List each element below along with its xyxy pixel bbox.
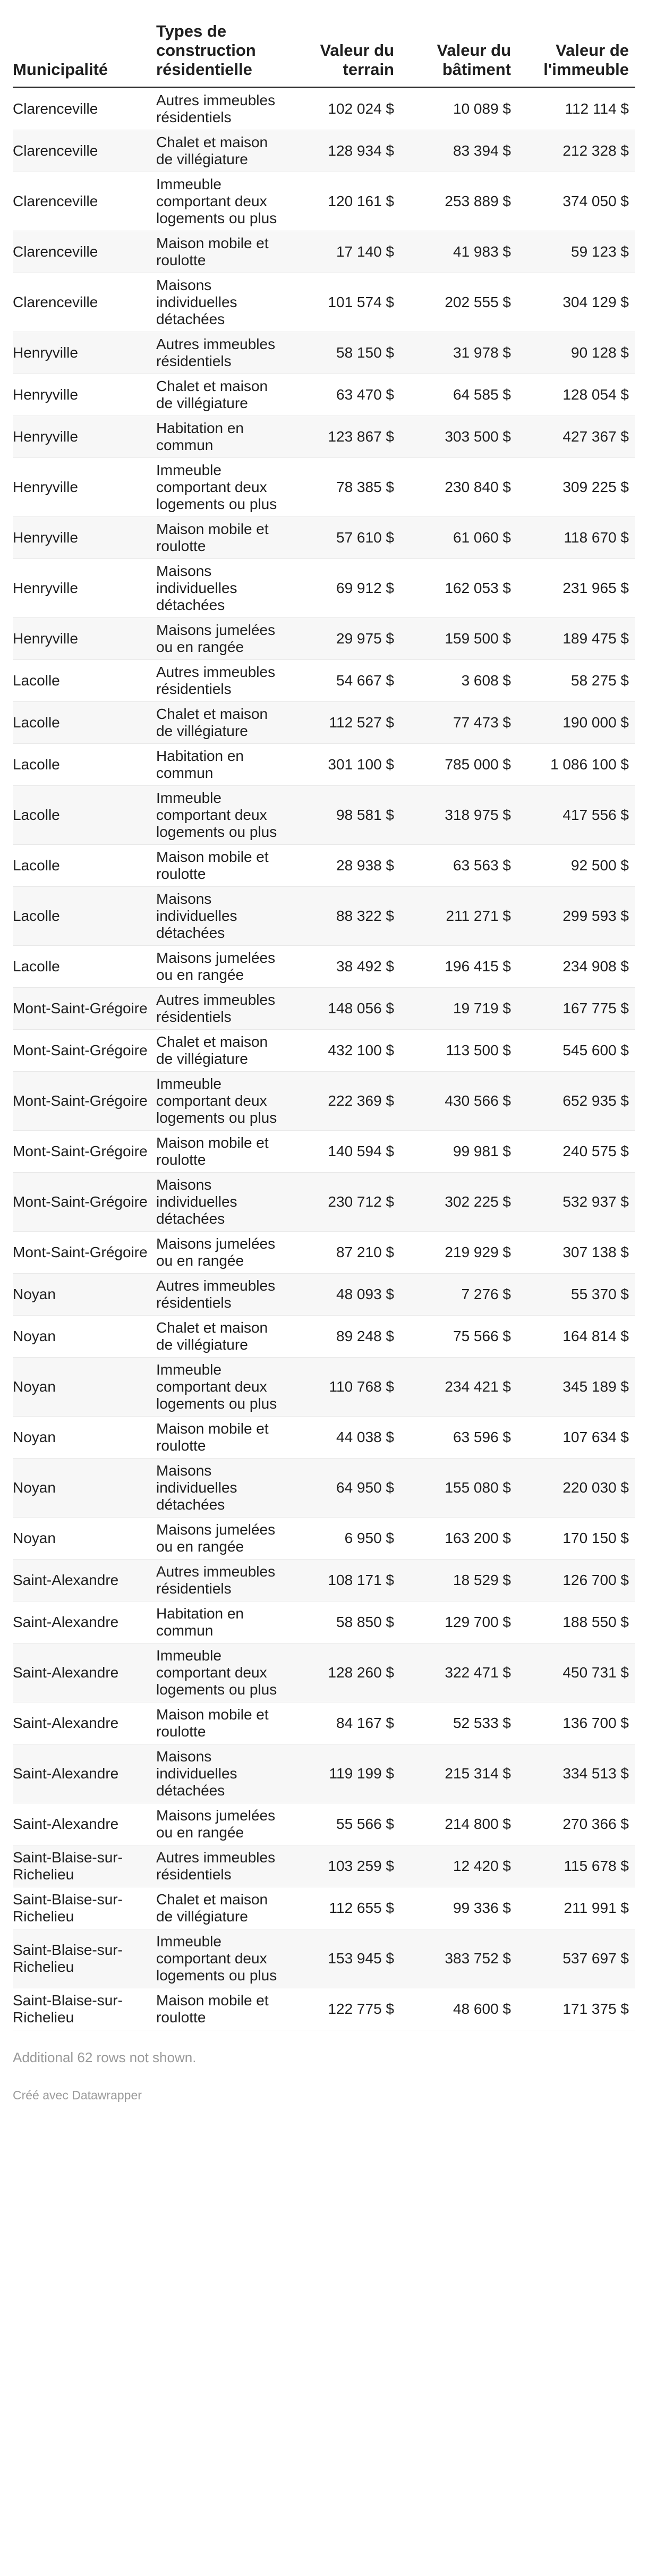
cell-batiment: 113 500 $ <box>400 1030 517 1072</box>
cell-terrain: 28 938 $ <box>284 845 400 887</box>
cell-immeuble: 170 150 $ <box>517 1518 635 1560</box>
cell-municipalite: Mont-Saint-Grégoire <box>13 1173 156 1232</box>
cell-type: Autres immeubles résidentiels <box>156 88 284 130</box>
cell-batiment: 211 271 $ <box>400 887 517 946</box>
table-row <box>13 332 635 374</box>
cell-immeuble: 115 678 $ <box>517 1845 635 1887</box>
cell-immeuble: 107 634 $ <box>517 1417 635 1459</box>
cell-type: Maisons jumelées ou en rangée <box>156 946 284 988</box>
cell-batiment: 383 752 $ <box>400 1929 517 1988</box>
cell-batiment: 77 473 $ <box>400 702 517 744</box>
cell-type: Maisons individuelles détachées <box>156 1459 284 1518</box>
cell-batiment: 230 840 $ <box>400 458 517 517</box>
header-municipalite[interactable]: Municipalité <box>13 18 156 88</box>
cell-immeuble: 58 275 $ <box>517 660 635 702</box>
cell-immeuble: 652 935 $ <box>517 1072 635 1131</box>
table-row <box>13 845 635 887</box>
cell-municipalite: Henryville <box>13 517 156 559</box>
cell-municipalite: Mont-Saint-Grégoire <box>13 1030 156 1072</box>
cell-terrain: 112 655 $ <box>284 1887 400 1929</box>
cell-batiment: 83 394 $ <box>400 130 517 172</box>
credit-link[interactable]: Créé avec Datawrapper <box>13 2088 142 2102</box>
cell-municipalite: Saint-Alexandre <box>13 1643 156 1702</box>
cell-type: Autres immeubles résidentiels <box>156 332 284 374</box>
cell-municipalite: Clarenceville <box>13 172 156 231</box>
table-body <box>13 88 635 2030</box>
cell-terrain: 230 712 $ <box>284 1173 400 1232</box>
cell-type: Immeuble comportant deux logements ou plus <box>156 1643 284 1702</box>
cell-immeuble: 374 050 $ <box>517 172 635 231</box>
table-row <box>13 130 635 172</box>
cell-municipalite: Noyan <box>13 1518 156 1560</box>
table-row <box>13 618 635 660</box>
cell-batiment: 155 080 $ <box>400 1459 517 1518</box>
header-terrain[interactable]: Valeur du terrain <box>284 18 400 88</box>
cell-municipalite: Noyan <box>13 1274 156 1316</box>
cell-type: Maisons jumelées ou en rangée <box>156 1232 284 1274</box>
cell-type: Chalet et maison de villégiature <box>156 130 284 172</box>
table-row <box>13 1518 635 1560</box>
cell-immeuble: 112 114 $ <box>517 88 635 130</box>
table-row <box>13 1845 635 1887</box>
cell-type: Immeuble comportant deux logements ou plus <box>156 172 284 231</box>
cell-batiment: 322 471 $ <box>400 1643 517 1702</box>
cell-terrain: 108 171 $ <box>284 1560 400 1601</box>
cell-batiment: 99 336 $ <box>400 1887 517 1929</box>
cell-batiment: 3 608 $ <box>400 660 517 702</box>
cell-terrain: 84 167 $ <box>284 1702 400 1744</box>
cell-immeuble: 164 814 $ <box>517 1316 635 1358</box>
cell-type: Maisons jumelées ou en rangée <box>156 618 284 660</box>
cell-municipalite: Saint-Alexandre <box>13 1560 156 1601</box>
cell-municipalite: Clarenceville <box>13 88 156 130</box>
cell-municipalite: Mont-Saint-Grégoire <box>13 1131 156 1173</box>
cell-batiment: 52 533 $ <box>400 1702 517 1744</box>
cell-batiment: 253 889 $ <box>400 172 517 231</box>
cell-municipalite: Saint-Blaise-sur-Richelieu <box>13 1845 156 1887</box>
cell-terrain: 432 100 $ <box>284 1030 400 1072</box>
table-row <box>13 988 635 1030</box>
cell-type: Chalet et maison de villégiature <box>156 1316 284 1358</box>
cell-immeuble: 171 375 $ <box>517 1988 635 2030</box>
cell-type: Immeuble comportant deux logements ou plus <box>156 1929 284 1988</box>
cell-municipalite: Noyan <box>13 1417 156 1459</box>
table-row <box>13 1173 635 1232</box>
cell-terrain: 101 574 $ <box>284 273 400 332</box>
cell-batiment: 18 529 $ <box>400 1560 517 1601</box>
cell-terrain: 222 369 $ <box>284 1072 400 1131</box>
cell-immeuble: 231 965 $ <box>517 559 635 618</box>
cell-terrain: 102 024 $ <box>284 88 400 130</box>
cell-immeuble: 128 054 $ <box>517 374 635 416</box>
cell-municipalite: Henryville <box>13 332 156 374</box>
cell-type: Maison mobile et roulotte <box>156 1131 284 1173</box>
cell-immeuble: 90 128 $ <box>517 332 635 374</box>
cell-terrain: 301 100 $ <box>284 744 400 786</box>
table-row <box>13 1131 635 1173</box>
cell-type: Maison mobile et roulotte <box>156 1702 284 1744</box>
table-row <box>13 1560 635 1601</box>
cell-municipalite: Mont-Saint-Grégoire <box>13 1072 156 1131</box>
header-row <box>13 18 635 88</box>
cell-terrain: 110 768 $ <box>284 1358 400 1417</box>
cell-municipalite: Lacolle <box>13 887 156 946</box>
cell-municipalite: Saint-Blaise-sur-Richelieu <box>13 1929 156 1988</box>
cell-immeuble: 345 189 $ <box>517 1358 635 1417</box>
cell-terrain: 78 385 $ <box>284 458 400 517</box>
cell-batiment: 63 596 $ <box>400 1417 517 1459</box>
cell-immeuble: 136 700 $ <box>517 1702 635 1744</box>
cell-type: Chalet et maison de villégiature <box>156 374 284 416</box>
cell-immeuble: 532 937 $ <box>517 1173 635 1232</box>
cell-batiment: 234 421 $ <box>400 1358 517 1417</box>
table-row <box>13 946 635 988</box>
cell-municipalite: Saint-Blaise-sur-Richelieu <box>13 1988 156 2030</box>
cell-immeuble: 304 129 $ <box>517 273 635 332</box>
cell-immeuble: 188 550 $ <box>517 1601 635 1643</box>
cell-immeuble: 1 086 100 $ <box>517 744 635 786</box>
header-immeuble[interactable]: Valeur de l'immeuble <box>517 18 635 88</box>
table-row <box>13 1417 635 1459</box>
cell-terrain: 153 945 $ <box>284 1929 400 1988</box>
cell-batiment: 159 500 $ <box>400 618 517 660</box>
cell-municipalite: Noyan <box>13 1358 156 1417</box>
cell-type: Chalet et maison de villégiature <box>156 702 284 744</box>
cell-municipalite: Lacolle <box>13 702 156 744</box>
cell-batiment: 63 563 $ <box>400 845 517 887</box>
cell-batiment: 214 800 $ <box>400 1803 517 1845</box>
cell-terrain: 119 199 $ <box>284 1744 400 1803</box>
table-row <box>13 1030 635 1072</box>
cell-type: Maison mobile et roulotte <box>156 517 284 559</box>
table-row <box>13 744 635 786</box>
cell-type: Immeuble comportant deux logements ou plus <box>156 1072 284 1131</box>
cell-batiment: 10 089 $ <box>400 88 517 130</box>
cell-municipalite: Henryville <box>13 374 156 416</box>
table-row <box>13 1887 635 1929</box>
cell-immeuble: 220 030 $ <box>517 1459 635 1518</box>
cell-municipalite: Noyan <box>13 1459 156 1518</box>
cell-immeuble: 126 700 $ <box>517 1560 635 1601</box>
table-row <box>13 172 635 231</box>
cell-type: Chalet et maison de villégiature <box>156 1887 284 1929</box>
table-row <box>13 1643 635 1702</box>
cell-batiment: 162 053 $ <box>400 559 517 618</box>
cell-terrain: 148 056 $ <box>284 988 400 1030</box>
cell-terrain: 103 259 $ <box>284 1845 400 1887</box>
cell-type: Autres immeubles résidentiels <box>156 1845 284 1887</box>
cell-type: Chalet et maison de villégiature <box>156 1030 284 1072</box>
table-row <box>13 1929 635 1988</box>
cell-municipalite: Henryville <box>13 618 156 660</box>
header-type[interactable]: Types de construction résidentielle <box>156 18 284 88</box>
cell-immeuble: 537 697 $ <box>517 1929 635 1988</box>
cell-type: Autres immeubles résidentiels <box>156 1274 284 1316</box>
cell-terrain: 123 867 $ <box>284 416 400 458</box>
cell-type: Maisons individuelles détachées <box>156 1173 284 1232</box>
cell-type: Maisons individuelles détachées <box>156 1744 284 1803</box>
cell-batiment: 129 700 $ <box>400 1601 517 1643</box>
table-row <box>13 1274 635 1316</box>
cell-terrain: 64 950 $ <box>284 1459 400 1518</box>
cell-terrain: 38 492 $ <box>284 946 400 988</box>
cell-type: Maison mobile et roulotte <box>156 845 284 887</box>
cell-terrain: 120 161 $ <box>284 172 400 231</box>
cell-terrain: 88 322 $ <box>284 887 400 946</box>
table-row <box>13 1072 635 1131</box>
cell-batiment: 48 600 $ <box>400 1988 517 2030</box>
cell-immeuble: 334 513 $ <box>517 1744 635 1803</box>
cell-terrain: 140 594 $ <box>284 1131 400 1173</box>
cell-batiment: 64 585 $ <box>400 374 517 416</box>
cell-immeuble: 240 575 $ <box>517 1131 635 1173</box>
table-row <box>13 517 635 559</box>
cell-type: Autres immeubles résidentiels <box>156 1560 284 1601</box>
cell-municipalite: Mont-Saint-Grégoire <box>13 1232 156 1274</box>
cell-terrain: 54 667 $ <box>284 660 400 702</box>
cell-municipalite: Henryville <box>13 416 156 458</box>
cell-municipalite: Henryville <box>13 559 156 618</box>
cell-immeuble: 299 593 $ <box>517 887 635 946</box>
cell-municipalite: Lacolle <box>13 786 156 845</box>
cell-batiment: 7 276 $ <box>400 1274 517 1316</box>
cell-municipalite: Saint-Alexandre <box>13 1744 156 1803</box>
cell-terrain: 58 150 $ <box>284 332 400 374</box>
cell-type: Maisons jumelées ou en rangée <box>156 1803 284 1845</box>
cell-type: Immeuble comportant deux logements ou plus <box>156 786 284 845</box>
cell-type: Maisons individuelles détachées <box>156 559 284 618</box>
cell-type: Maisons jumelées ou en rangée <box>156 1518 284 1560</box>
table-row <box>13 374 635 416</box>
cell-terrain: 69 912 $ <box>284 559 400 618</box>
cell-type: Maison mobile et roulotte <box>156 1417 284 1459</box>
cell-batiment: 163 200 $ <box>400 1518 517 1560</box>
cell-terrain: 17 140 $ <box>284 231 400 273</box>
cell-municipalite: Lacolle <box>13 946 156 988</box>
table-row <box>13 231 635 273</box>
cell-batiment: 61 060 $ <box>400 517 517 559</box>
table-row <box>13 786 635 845</box>
cell-immeuble: 309 225 $ <box>517 458 635 517</box>
table-row <box>13 887 635 946</box>
cell-municipalite: Saint-Alexandre <box>13 1803 156 1845</box>
table-row <box>13 1459 635 1518</box>
table-row <box>13 1702 635 1744</box>
cell-terrain: 128 260 $ <box>284 1643 400 1702</box>
cell-type: Habitation en commun <box>156 1601 284 1643</box>
cell-municipalite: Lacolle <box>13 845 156 887</box>
cell-immeuble: 92 500 $ <box>517 845 635 887</box>
cell-terrain: 128 934 $ <box>284 130 400 172</box>
table-row <box>13 458 635 517</box>
cell-type: Maisons individuelles détachées <box>156 273 284 332</box>
cell-terrain: 48 093 $ <box>284 1274 400 1316</box>
cell-municipalite: Lacolle <box>13 660 156 702</box>
cell-terrain: 6 950 $ <box>284 1518 400 1560</box>
cell-immeuble: 167 775 $ <box>517 988 635 1030</box>
cell-immeuble: 212 328 $ <box>517 130 635 172</box>
table-header <box>13 18 635 88</box>
cell-immeuble: 189 475 $ <box>517 618 635 660</box>
cell-municipalite: Lacolle <box>13 744 156 786</box>
cell-immeuble: 118 670 $ <box>517 517 635 559</box>
cell-municipalite: Clarenceville <box>13 130 156 172</box>
table-row <box>13 1744 635 1803</box>
cell-municipalite: Noyan <box>13 1316 156 1358</box>
cell-immeuble: 234 908 $ <box>517 946 635 988</box>
table-row <box>13 416 635 458</box>
cell-terrain: 55 566 $ <box>284 1803 400 1845</box>
cell-immeuble: 59 123 $ <box>517 231 635 273</box>
table-row <box>13 660 635 702</box>
cell-batiment: 202 555 $ <box>400 273 517 332</box>
cell-terrain: 44 038 $ <box>284 1417 400 1459</box>
header-batiment[interactable]: Valeur du bâtiment <box>400 18 517 88</box>
cell-batiment: 196 415 $ <box>400 946 517 988</box>
table-row <box>13 702 635 744</box>
table-row <box>13 1358 635 1417</box>
cell-batiment: 19 719 $ <box>400 988 517 1030</box>
cell-municipalite: Mont-Saint-Grégoire <box>13 988 156 1030</box>
cell-terrain: 58 850 $ <box>284 1601 400 1643</box>
data-table <box>13 18 635 2030</box>
cell-immeuble: 55 370 $ <box>517 1274 635 1316</box>
cell-batiment: 430 566 $ <box>400 1072 517 1131</box>
cell-municipalite: Henryville <box>13 458 156 517</box>
cell-type: Maison mobile et roulotte <box>156 1988 284 2030</box>
cell-terrain: 63 470 $ <box>284 374 400 416</box>
cell-immeuble: 450 731 $ <box>517 1643 635 1702</box>
cell-immeuble: 270 366 $ <box>517 1803 635 1845</box>
cell-municipalite: Clarenceville <box>13 231 156 273</box>
cell-terrain: 87 210 $ <box>284 1232 400 1274</box>
table-row <box>13 1316 635 1358</box>
cell-type: Habitation en commun <box>156 744 284 786</box>
cell-batiment: 318 975 $ <box>400 786 517 845</box>
cell-immeuble: 307 138 $ <box>517 1232 635 1274</box>
cell-batiment: 31 978 $ <box>400 332 517 374</box>
cell-terrain: 57 610 $ <box>284 517 400 559</box>
cell-immeuble: 427 367 $ <box>517 416 635 458</box>
table-row <box>13 1601 635 1643</box>
cell-terrain: 89 248 $ <box>284 1316 400 1358</box>
cell-batiment: 785 000 $ <box>400 744 517 786</box>
cell-batiment: 75 566 $ <box>400 1316 517 1358</box>
cell-municipalite: Saint-Alexandre <box>13 1601 156 1643</box>
table-row <box>13 273 635 332</box>
cell-type: Habitation en commun <box>156 416 284 458</box>
cell-municipalite: Saint-Blaise-sur-Richelieu <box>13 1887 156 1929</box>
table-row <box>13 88 635 130</box>
cell-batiment: 41 983 $ <box>400 231 517 273</box>
cell-type: Autres immeubles résidentiels <box>156 988 284 1030</box>
table-row <box>13 1988 635 2030</box>
cell-batiment: 12 420 $ <box>400 1845 517 1887</box>
cell-immeuble: 417 556 $ <box>517 786 635 845</box>
cell-type: Maisons individuelles détachées <box>156 887 284 946</box>
cell-batiment: 99 981 $ <box>400 1131 517 1173</box>
cell-immeuble: 545 600 $ <box>517 1030 635 1072</box>
table-row <box>13 559 635 618</box>
cell-immeuble: 211 991 $ <box>517 1887 635 1929</box>
cell-type: Autres immeubles résidentiels <box>156 660 284 702</box>
cell-municipalite: Saint-Alexandre <box>13 1702 156 1744</box>
cell-batiment: 219 929 $ <box>400 1232 517 1274</box>
cell-terrain: 112 527 $ <box>284 702 400 744</box>
cell-terrain: 98 581 $ <box>284 786 400 845</box>
cell-municipalite: Clarenceville <box>13 273 156 332</box>
table-row <box>13 1803 635 1845</box>
table-notes: Additional 62 rows not shown. <box>13 2049 197 2065</box>
cell-type: Immeuble comportant deux logements ou plus <box>156 1358 284 1417</box>
cell-immeuble: 190 000 $ <box>517 702 635 744</box>
table-row <box>13 1232 635 1274</box>
cell-batiment: 302 225 $ <box>400 1173 517 1232</box>
cell-terrain: 29 975 $ <box>284 618 400 660</box>
cell-batiment: 303 500 $ <box>400 416 517 458</box>
cell-type: Immeuble comportant deux logements ou plus <box>156 458 284 517</box>
cell-terrain: 122 775 $ <box>284 1988 400 2030</box>
cell-batiment: 215 314 $ <box>400 1744 517 1803</box>
cell-type: Maison mobile et roulotte <box>156 231 284 273</box>
